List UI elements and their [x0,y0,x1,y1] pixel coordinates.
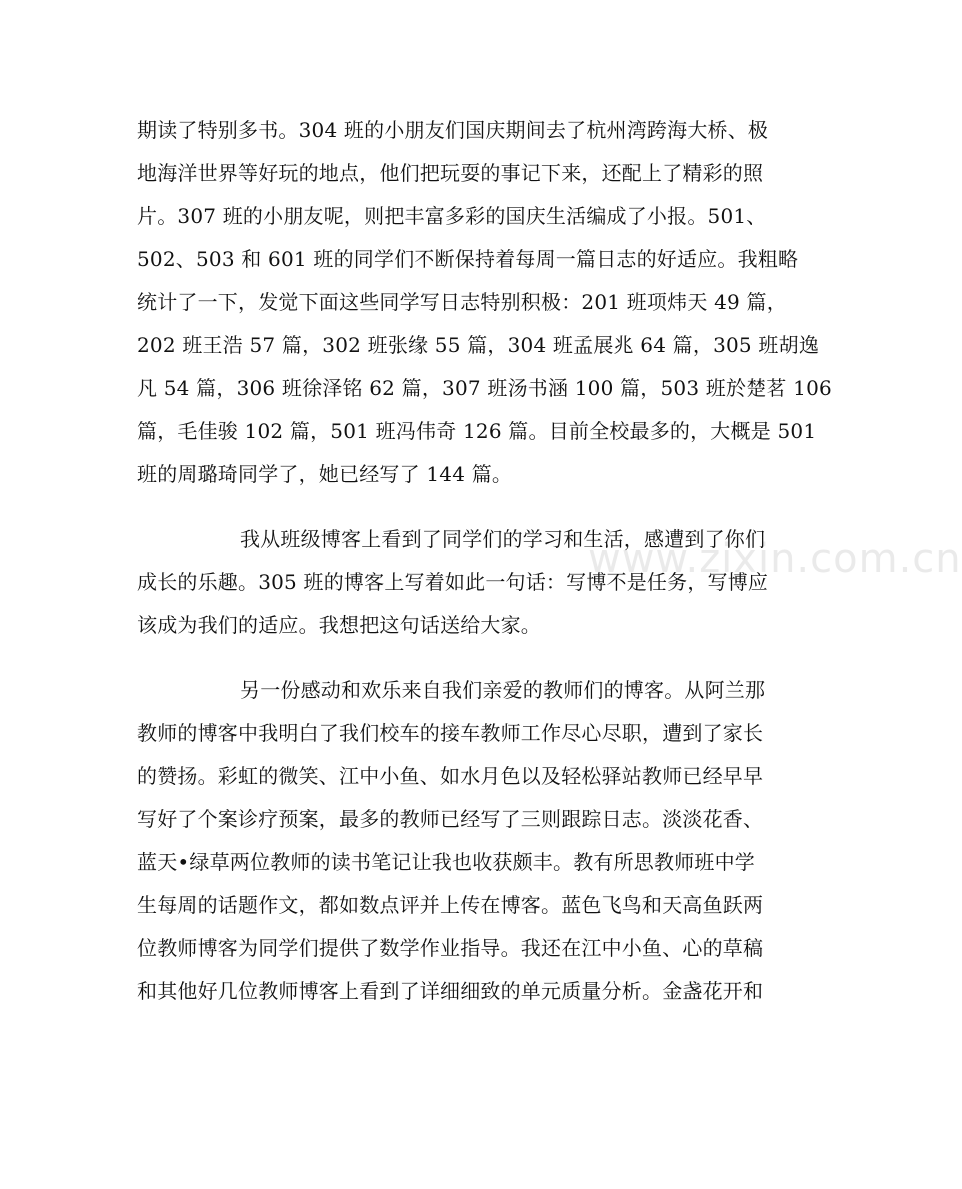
text-line: 地海洋世界等好玩的地点，他们把玩耍的事记下来，还配上了精彩的照 [137,161,764,185]
text-line: 位教师博客为同学们提供了数学作业指导。我还在江中小鱼、心的草稿 [137,936,764,960]
text-line: 另一份感动和欢乐来自我们亲爱的教师们的博客。从阿兰那 [240,678,766,702]
text-line: 片。307 班的小朋友呢，则把丰富多彩的国庆生活编成了小报。501、 [137,204,767,228]
text-line: 成长的乐趣。305 班的博客上写着如此一句话：写博不是任务，写博应 [137,570,769,594]
text-line: 篇，毛佳骏 102 篇，501 班冯伟奇 126 篇。目前全校最多的，大概是 501 [137,419,817,443]
text-line: 写好了个案诊疗预案，最多的教师已经写了三则跟踪日志。淡淡花香、 [137,807,764,831]
watermark: www.zixin.com.cn [588,536,962,582]
text-line: 202 班王浩 57 篇，302 班张缘 55 篇，304 班孟展兆 64 篇，305 班胡逸 [137,333,820,357]
text-line: 生每周的话题作文，都如数点评并上传在博客。蓝色飞鸟和天高鱼跃两 [137,893,764,917]
text-line: 502、503 和 601 班的同学们不断保持着每周一篇日志的好适应。我粗略 [137,247,799,271]
text-line: 班的周璐琦同学了，她已经写了 144 篇。 [137,462,513,486]
text-line: 统计了一下，发觉下面这些同学写日志特别积极：201 班项炜天 49 篇， [137,290,787,314]
text-line: 教师的博客中我明白了我们校车的接车教师工作尽心尽职，遭到了家长 [137,721,764,745]
text-line: 该成为我们的适应。我想把这句话送给大家。 [137,613,541,637]
text-line: 蓝天•绿草两位教师的读书笔记让我也收获颇丰。教有所思教师班中学 [137,850,755,874]
text-line: 期读了特别多书。304 班的小朋友们国庆期间去了杭州湾跨海大桥、极 [137,118,769,142]
text-line: 我从班级博客上看到了同学们的学习和生活，感遭到了你们 [240,527,766,551]
text-line: 凡 54 篇，306 班徐泽铭 62 篇，307 班汤书涵 100 篇，503 班於楚茗 106 [137,376,832,400]
text-line: 和其他好几位教师博客上看到了详细细致的单元质量分析。金盏花开和 [137,979,764,1003]
text-line: 的赞扬。彩虹的微笑、江中小鱼、如水月色以及轻松驿站教师已经早早 [137,764,764,788]
